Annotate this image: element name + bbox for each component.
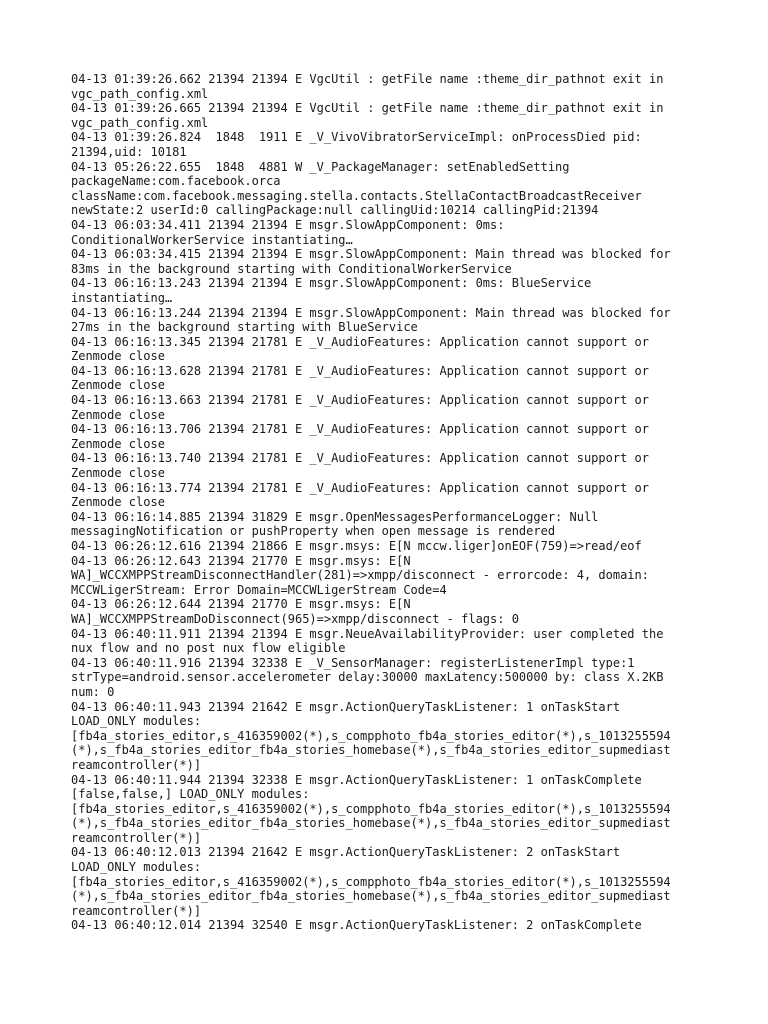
log-line: 04-13 06:40:11.916 21394 32338 E _V_SensorManager: registerListenerImpl type:1 [71, 655, 635, 670]
log-line: 04-13 06:16:13.706 21394 21781 E _V_AudioFeatures: Application cannot support or [71, 422, 649, 437]
log-line: reamcontroller(*)] [71, 903, 202, 918]
log-line: 04-13 06:40:12.013 21394 21642 E msgr.ActionQueryTaskListener: 2 onTaskStart [71, 845, 621, 860]
log-line: 21394,uid: 10181 [71, 144, 187, 159]
log-line: vgc_path_config.xml [71, 86, 209, 101]
log-line: 04-13 06:40:11.943 21394 21642 E msgr.ActionQueryTaskListener: 1 onTaskStart [71, 699, 621, 714]
log-line: 04-13 06:03:34.415 21394 21394 E msgr.SlowAppComponent: Main thread was blocked for [71, 247, 671, 262]
log-line: WA]_WCCXMPPStreamDisconnectHandler(281)=>xmpp/disconnect - errorcode: 4, domain: [71, 568, 649, 583]
log-line: Zenmode close [71, 407, 165, 422]
log-line: instantiating… [71, 290, 173, 305]
log-line: 04-13 01:39:26.824 1848 1911 E _V_VivoVibratorServiceImpl: onProcessDied pid: [71, 130, 642, 145]
log-text-block [71, 72, 711, 933]
log-line: nux flow and no post nux flow eligible [71, 641, 346, 656]
log-line: [fb4a_stories_editor,s_416359002(*),s_compphoto_fb4a_stories_editor(*),s_1013255594 [71, 801, 671, 816]
log-line: Zenmode close [71, 436, 165, 451]
log-line: [fb4a_stories_editor,s_416359002(*),s_compphoto_fb4a_stories_editor(*),s_1013255594 [71, 874, 671, 889]
log-line: ConditionalWorkerService instantiating… [71, 232, 353, 247]
log-line: 04-13 06:40:12.014 21394 32540 E msgr.ActionQueryTaskListener: 2 onTaskComplete [71, 918, 642, 933]
log-line: num: 0 [71, 684, 115, 699]
log-line: 83ms in the background starting with ConditionalWorkerService [71, 261, 512, 276]
log-line: [fb4a_stories_editor,s_416359002(*),s_compphoto_fb4a_stories_editor(*),s_1013255594 [71, 728, 671, 743]
log-line: Zenmode close [71, 466, 165, 481]
log-line: 04-13 06:16:13.774 21394 21781 E _V_AudioFeatures: Application cannot support or [71, 480, 649, 495]
log-line: LOAD_ONLY modules: [71, 860, 202, 875]
log-line: Zenmode close [71, 349, 165, 364]
log-line: WA]_WCCXMPPStreamDoDisconnect(965)=>xmpp/disconnect - flags: 0 [71, 611, 519, 626]
log-line: 04-13 06:26:12.643 21394 21770 E msgr.msys: E[N [71, 553, 411, 568]
log-line: className:com.facebook.messaging.stella.contacts.StellaContactBroadcastReceiver [71, 188, 642, 203]
log-line: 04-13 06:40:11.911 21394 21394 E msgr.NeueAvailabilityProvider: user completed the [71, 626, 664, 641]
log-line: 04-13 06:03:34.411 21394 21394 E msgr.SlowAppComponent: 0ms: [71, 217, 505, 232]
log-line: reamcontroller(*)] [71, 830, 202, 845]
log-line: LOAD_ONLY modules: [71, 714, 202, 729]
log-line: 04-13 06:16:13.345 21394 21781 E _V_AudioFeatures: Application cannot support or [71, 334, 649, 349]
log-line: 04-13 06:16:13.244 21394 21394 E msgr.SlowAppComponent: Main thread was blocked for [71, 305, 671, 320]
log-line: reamcontroller(*)] [71, 757, 202, 772]
log-line: 04-13 06:16:13.740 21394 21781 E _V_AudioFeatures: Application cannot support or [71, 451, 649, 466]
log-line: 04-13 01:39:26.662 21394 21394 E VgcUtil : getFile name :theme_dir_pathnot exit in [71, 72, 664, 86]
log-line: 04-13 01:39:26.665 21394 21394 E VgcUtil : getFile name :theme_dir_pathnot exit in [71, 101, 664, 116]
log-line: 04-13 06:26:12.616 21394 21866 E msgr.msys: E[N mccw.liger]onEOF(759)=>read/eof [71, 539, 642, 553]
log-line: 27ms in the background starting with BlueService [71, 320, 418, 335]
log-line: 04-13 06:16:13.628 21394 21781 E _V_AudioFeatures: Application cannot support or [71, 363, 649, 378]
log-line: (*),s_fb4a_stories_editor_fb4a_stories_homebase(*),s_fb4a_stories_editor_supmediast [71, 816, 671, 831]
log-line: MCCWLigerStream: Error Domain=MCCWLigerStream Code=4 [71, 582, 447, 597]
log-line: 04-13 06:16:13.243 21394 21394 E msgr.SlowAppComponent: 0ms: BlueService [71, 276, 592, 291]
log-line: 04-13 05:26:22.655 1848 4881 W _V_PackageManager: setEnabledSetting [71, 159, 570, 174]
log-line: packageName:com.facebook.orca [71, 174, 281, 189]
log-line: [false,false,] LOAD_ONLY modules: [71, 787, 310, 802]
log-line: 04-13 06:16:13.663 21394 21781 E _V_AudioFeatures: Application cannot support or [71, 393, 649, 408]
log-line: vgc_path_config.xml [71, 115, 209, 130]
log-line: Zenmode close [71, 495, 165, 510]
log-line: (*),s_fb4a_stories_editor_fb4a_stories_homebase(*),s_fb4a_stories_editor_supmediast [71, 743, 671, 758]
log-line: 04-13 06:26:12.644 21394 21770 E msgr.msys: E[N [71, 597, 411, 612]
log-line: messagingNotification or pushProperty when open message is rendered [71, 524, 556, 539]
log-line: Zenmode close [71, 378, 165, 393]
log-line: strType=android.sensor.accelerometer delay:30000 maxLatency:500000 by: class X.2KB [71, 670, 664, 685]
log-line: 04-13 06:16:14.885 21394 31829 E msgr.OpenMessagesPerformanceLogger: Null [71, 509, 599, 524]
log-line: (*),s_fb4a_stories_editor_fb4a_stories_homebase(*),s_fb4a_stories_editor_supmediast [71, 889, 671, 904]
log-line: 04-13 06:40:11.944 21394 32338 E msgr.ActionQueryTaskListener: 1 onTaskComplete [71, 772, 642, 787]
log-line: newState:2 userId:0 callingPackage:null callingUid:10214 callingPid:21394 [71, 203, 599, 218]
